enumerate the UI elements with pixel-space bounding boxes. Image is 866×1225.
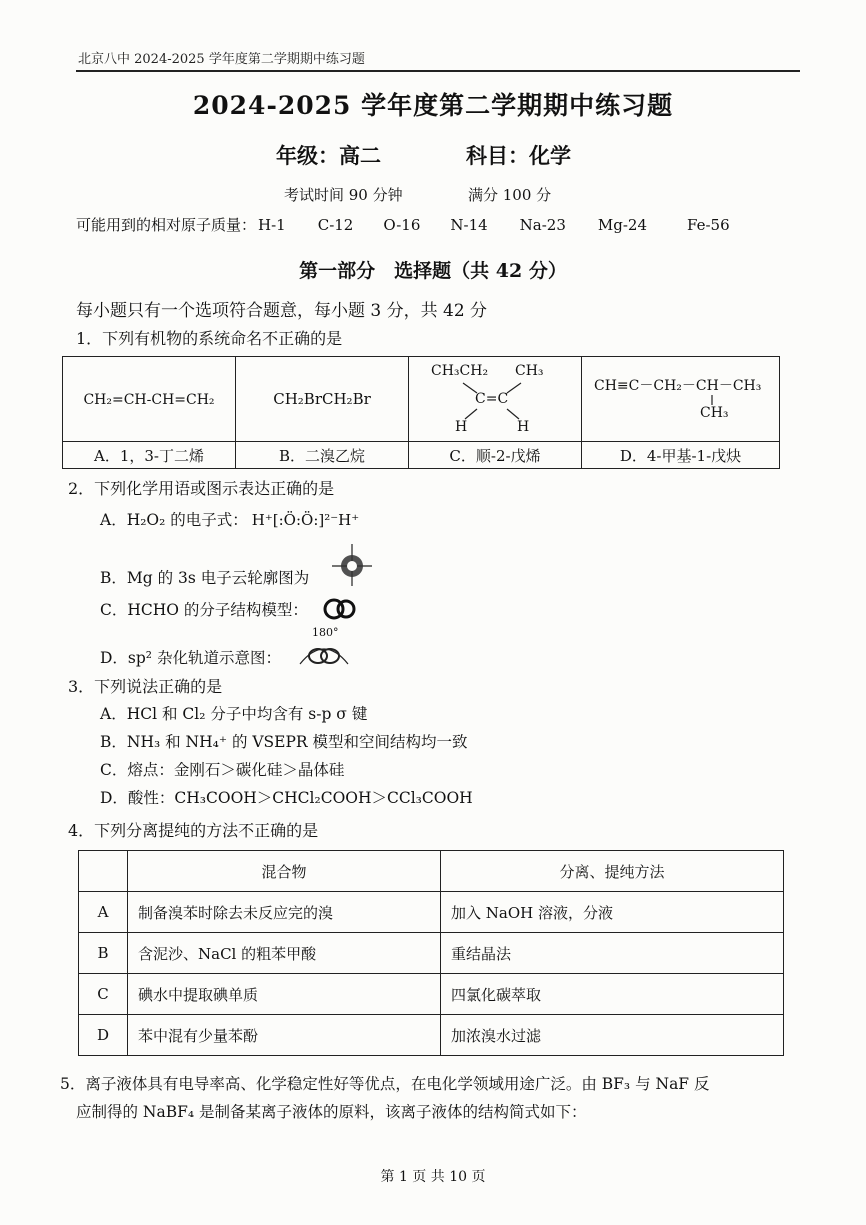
row-letter: C — [79, 974, 128, 1015]
atomic-mass-item: Na-23 — [519, 216, 566, 234]
row-mixture: 制备溴苯时除去未反应完的溴 — [128, 892, 441, 933]
subject-label: 科目：化学 — [466, 143, 571, 168]
question-2-option-b: B．Mg 的 3s 电子云轮廓图为 — [100, 569, 310, 587]
option-b: B．二溴乙烷 — [236, 442, 409, 469]
row-method: 四氯化碳萃取 — [441, 974, 784, 1015]
question-1-table — [62, 356, 780, 469]
row-letter: A — [79, 892, 128, 933]
sp2-orbital-icon — [296, 634, 352, 668]
table-header-mixture: 混合物 — [128, 851, 441, 892]
question-2-option-a — [100, 508, 359, 530]
structure-b-formula: CH₂BrCH₂Br — [273, 390, 371, 408]
option-a: A．1，3-丁二烯 — [63, 442, 236, 469]
table-row — [79, 974, 784, 1015]
question-3-option-d: D．酸性：CH₃COOH＞CHCl₂COOH＞CCl₃COOH — [100, 789, 473, 807]
atomic-mass-item: Mg-24 — [597, 216, 648, 234]
atomic-mass-label: 可能用到的相对原子质量： — [76, 216, 257, 234]
structure-d — [582, 357, 780, 442]
structure-a-formula: CH₂=CH-CH=CH₂ — [83, 392, 215, 408]
row-mixture: 碘水中提取碘单质 — [128, 974, 441, 1015]
row-mixture: 苯中混有少量苯酚 — [128, 1015, 441, 1056]
option-d: D．4-甲基-1-戊炔 — [582, 442, 780, 469]
row-method: 加浓溴水过滤 — [441, 1015, 784, 1056]
header-rule — [76, 70, 800, 72]
table-row — [79, 1015, 784, 1056]
option-a-text: A．H₂O₂ 的电子式： — [100, 511, 248, 529]
atomic-mass-item: H-1 — [258, 216, 286, 234]
structure-d-branch: CH₃ — [700, 405, 729, 421]
structure-c-bottom-right: H — [517, 419, 530, 435]
question-4-stem: 4．下列分离提纯的方法不正确的是 — [68, 821, 319, 840]
row-letter: B — [79, 933, 128, 974]
question-3-stem: 3．下列说法正确的是 — [68, 677, 223, 696]
question-2-stem: 2．下列化学用语或图示表达正确的是 — [68, 479, 335, 498]
table-header-method: 分离、提纯方法 — [441, 851, 784, 892]
structure-c — [409, 357, 582, 442]
table-header-blank — [79, 851, 128, 892]
table-row — [79, 892, 784, 933]
atomic-mass-item: Fe-56 — [687, 216, 730, 234]
structure-d-main: CH≡C－CH₂－CH－CH₃ — [594, 378, 762, 394]
structure-b — [236, 357, 409, 442]
structure-c-bottom-left: H — [455, 419, 468, 435]
question-2-option-c: C．HCHO 的分子结构模型： — [100, 601, 308, 619]
row-letter: D — [79, 1015, 128, 1056]
table-row — [79, 933, 784, 974]
page-footer: 第 1 页 共 10 页 — [380, 1169, 486, 1185]
3s-orbital-icon — [328, 542, 376, 588]
structure-d-branch-bond — [582, 357, 782, 441]
hcho-model-icon — [322, 596, 358, 622]
structure-a — [63, 357, 236, 442]
exam-time: 考试时间 90 分钟 — [284, 186, 403, 204]
question-1-stem: 1．下列有机物的系统命名不正确的是 — [76, 329, 343, 348]
question-5-line-1: 5．离子液体具有电导率高、化学稳定性好等优点，在电化学领域用途广泛。由 BF₃ 与 NaF 反 — [60, 1075, 710, 1093]
row-method: 加入 NaOH 溶液，分液 — [441, 892, 784, 933]
full-score: 满分 100 分 — [468, 186, 552, 204]
h2o2-electron-formula: H⁺[:Ö:Ö:]²⁻H⁺ — [251, 511, 360, 529]
atomic-mass-item: C-12 — [317, 216, 354, 234]
sp2-angle-label: 180° — [312, 626, 339, 639]
instruction: 每小题只有一个选项符合题意，每小题 3 分，共 42 分 — [76, 301, 488, 321]
question-3-option-a: A．HCl 和 Cl₂ 分子中均含有 s-p σ 键 — [100, 705, 368, 723]
question-3-option-b: B．NH₃ 和 NH₄⁺ 的 VSEPR 模型和空间结构均一致 — [100, 733, 468, 751]
question-4-table — [78, 850, 784, 1056]
atomic-mass-line — [76, 214, 730, 235]
atomic-mass-item: O-16 — [383, 216, 421, 234]
grade-label: 年级：高二 — [276, 143, 381, 168]
exam-title: 2024-2025 学年度第二学期期中练习题 — [192, 91, 674, 120]
question-2-option-d: D．sp² 杂化轨道示意图： — [100, 649, 281, 667]
question-5-line-2: 应制得的 NaBF₄ 是制备某离子液体的原料，该离子液体的结构简式如下： — [76, 1103, 587, 1121]
atomic-mass-item: N-14 — [450, 216, 488, 234]
option-c: C．顺-2-戊烯 — [409, 442, 582, 469]
structure-c-double-bond: C=C — [475, 391, 509, 407]
row-mixture: 含泥沙、NaCl 的粗苯甲酸 — [128, 933, 441, 974]
part-title: 第一部分 选择题（共 42 分） — [299, 260, 567, 282]
structure-c-top-left: CH₃CH₂ — [431, 363, 489, 379]
row-method: 重结晶法 — [441, 933, 784, 974]
header-note: 北京八中 2024-2025 学年度第二学期期中练习题 — [78, 52, 365, 67]
structure-c-top-right: CH₃ — [515, 363, 544, 379]
question-3-option-c: C．熔点：金刚石＞碳化硅＞晶体硅 — [100, 761, 345, 779]
